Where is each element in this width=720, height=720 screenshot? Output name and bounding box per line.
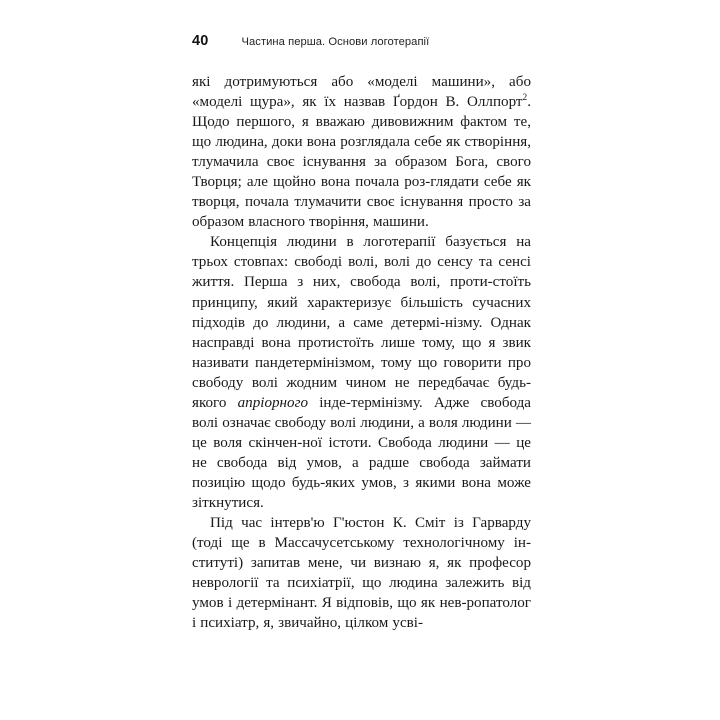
- body-text-block: [192, 72, 531, 633]
- paragraph-1: [192, 72, 531, 232]
- paragraph-2-text-after-emphasis: інде-термінізму. Адже свобода волі означає свободу волі людини, а воля людини — це воля скінчен-ної істоти. Свобода людини — це не свобода від умов, а радше свобода займати позицію щодо будь-яких умов, з якими вона може зіткнутися.: [192, 394, 531, 511]
- paragraph-1-text-continued: . Щодо першого, я вважаю дивовижним фактом те, що людина, доки вона розглядала себе як створіння, тлумачила своє існування за образом Бога, свого Творця; але щойно вона почала роз-глядати себе як творця, почала тлумачити своє існування просто за образом власного творіння, машини.: [192, 94, 531, 231]
- running-head-title: Частина перша. Основи логотерапії: [241, 36, 430, 48]
- page-number: 40: [192, 33, 209, 49]
- paragraph-1-text: які дотримуються або «моделі машини», або «моделі щура», як їх назвав Ґордон В. Оллпорт: [192, 74, 531, 111]
- page-running-header: [192, 33, 532, 53]
- emphasized-term: апріорного: [237, 394, 309, 411]
- paragraph-3: [192, 513, 531, 633]
- footnote-marker: 2: [522, 93, 528, 104]
- paragraph-2: [192, 232, 531, 513]
- paragraph-3-text: Під час інтерв'ю Г'юстон К. Сміт із Гарварду (тоді ще в Массачусетському технологічному ін-ституті) запитав мене, чи визнаю я, як професор неврології та психіатрії, що людина залежить від умов і детермінант. Я відповів, що як нев-ропатолог і психіатр, я, звичайно, цілком усві-: [192, 515, 531, 632]
- paragraph-2-text-before-emphasis: Концепція людини в логотерапії базується на трьох стовпах: свободі волі, волі до сенсу та сенсі життя. Перша з них, свобода волі, проти-стоїть принципу, який характеризує більшість сучасних підходів до людини, а саме детермі-нізму. Однак насправді вона протистоїть лише тому, що я звик називати пандетермінізмом, тому що говорити про свободу волі жодним чином не передбачає будь-якого: [192, 234, 531, 411]
